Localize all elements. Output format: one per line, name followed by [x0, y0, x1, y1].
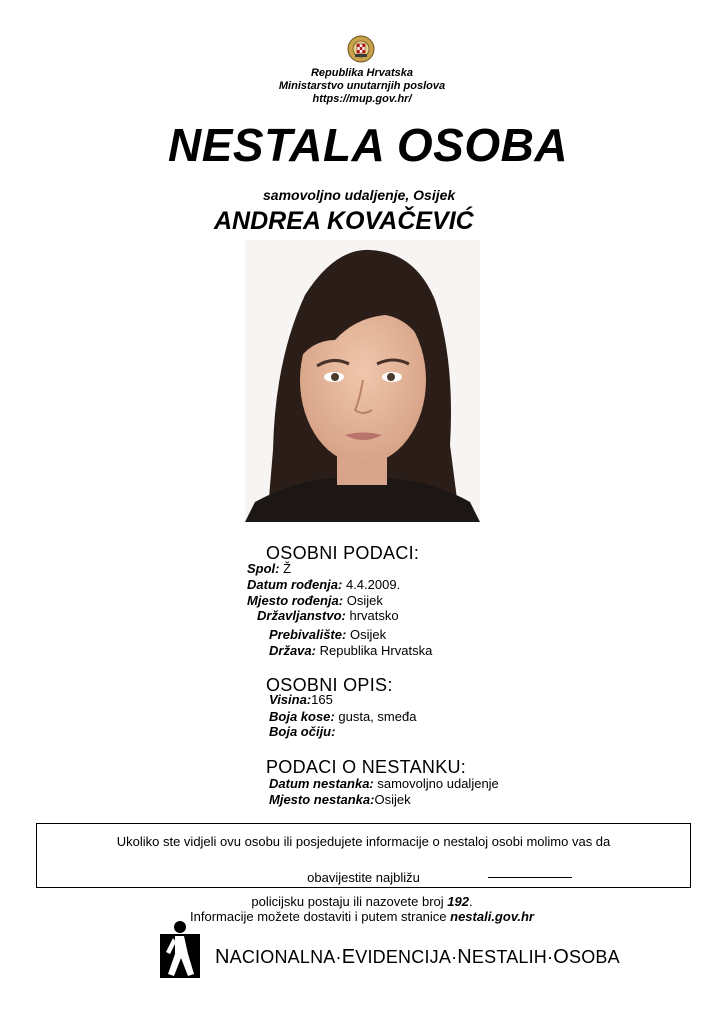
- field-eye-color: Boja očiju:: [269, 724, 336, 739]
- person-name: ANDREA KOVAČEVIĆ: [214, 207, 474, 235]
- description-heading: OSOBNI OPIS:: [266, 675, 393, 695]
- footer-website-text: Informacije možete dostaviti i putem stranice nestali.gov.hr: [190, 909, 534, 924]
- field-disappearance-place: Mjesto nestanka:Osijek: [269, 792, 411, 807]
- field-birth-place: Mjesto rođenja: Osijek: [247, 593, 383, 608]
- footer-call-text: policijsku postaju ili nazovete broj 192.: [251, 894, 473, 909]
- field-hair-color: Boja kose: gusta, smeđa: [269, 709, 417, 724]
- personal-data-heading: OSOBNI PODACI:: [266, 543, 420, 563]
- header-ministry: Ministarstvo unutarnjih poslova: [278, 80, 446, 92]
- field-citizenship: Državljanstvo: hrvatsko: [257, 608, 399, 623]
- notice-text-2: obavijestite najbližu: [307, 870, 420, 885]
- field-disappearance-date: Datum nestanka: samovoljno udaljenje: [269, 776, 499, 791]
- field-country: Država: Republika Hrvatska: [269, 643, 433, 658]
- nens-brand: NACIONALNA·EVIDENCIJA·NESTALIH·OSOBA: [215, 946, 620, 968]
- notice-text: Ukoliko ste vidjeli ovu osobu ili posjedujete informacije o nestaloj osobi molimo vas da: [116, 834, 611, 849]
- field-residence: Prebivalište: Osijek: [269, 627, 387, 642]
- person-photo: [245, 240, 480, 522]
- notice-box: [36, 823, 691, 888]
- mup-coat-of-arms-icon: [347, 35, 375, 63]
- walking-person-icon: [160, 920, 200, 978]
- header-country: Republika Hrvatska: [310, 67, 414, 79]
- field-sex: Spol: Ž: [247, 561, 292, 576]
- header-url[interactable]: https://mup.gov.hr/: [312, 93, 412, 105]
- blank-line: [488, 877, 572, 878]
- field-birth-date: Datum rođenja: 4.4.2009.: [247, 577, 401, 592]
- disappearance-heading: PODACI O NESTANKU:: [266, 757, 467, 777]
- field-height: Visina:165: [269, 692, 333, 707]
- poster-title: NESTALA OSOBA: [168, 119, 569, 171]
- poster-subtitle: samovoljno udaljenje, Osijek: [263, 187, 456, 203]
- nestali-link[interactable]: nestali.gov.hr: [450, 909, 534, 924]
